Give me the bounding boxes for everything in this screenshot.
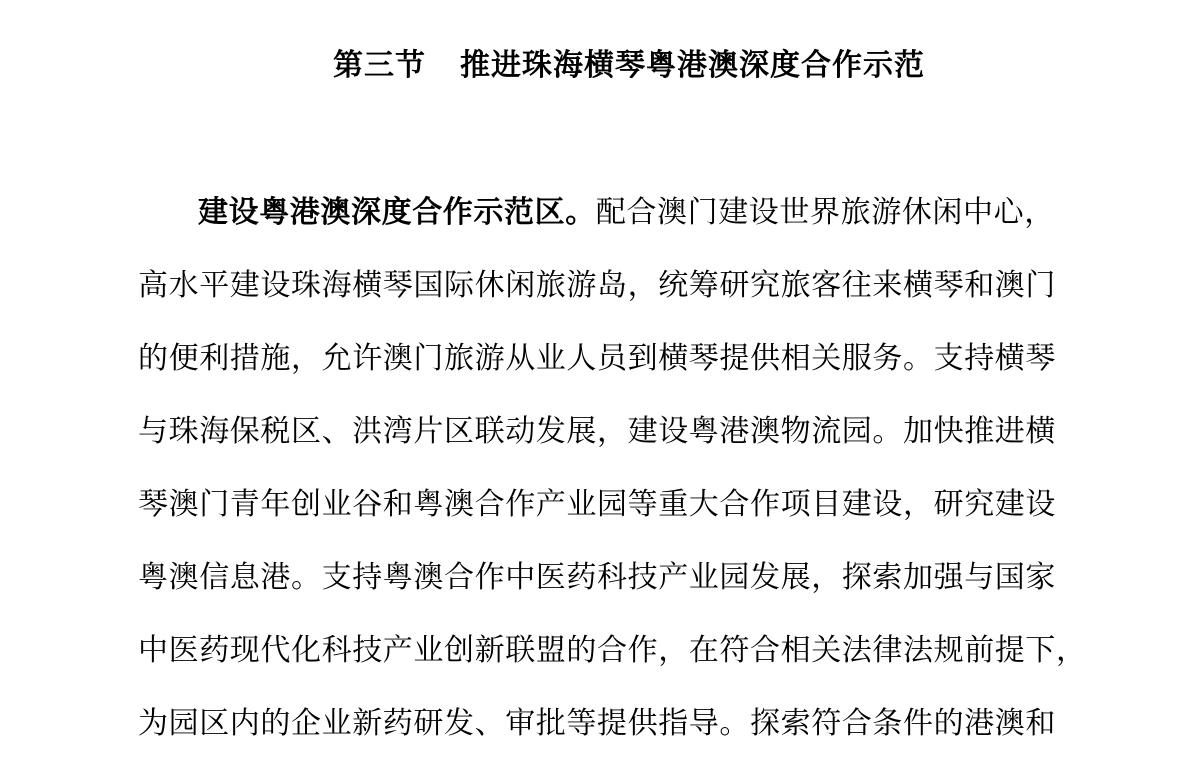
paragraph-line-text: 配合澳门建设世界旅游休闲中心， <box>595 195 1055 230</box>
paragraph-line: 的便利措施，允许澳门旅游从业人员到横琴提供相关服务。支持横琴 <box>138 341 1056 376</box>
paragraph-lead: 建设粤港澳深度合作示范区。 <box>198 195 596 230</box>
paragraph-line: 琴澳门青年创业谷和粤澳合作产业园等重大合作项目建设，研究建设 <box>138 487 1056 522</box>
paragraph-line: 中医药现代化科技产业创新联盟的合作，在符合相关法律法规前提下， <box>138 633 1087 668</box>
paragraph-line: 为园区内的企业新药研发、审批等提供指导。探索符合条件的港澳和 <box>138 706 1056 741</box>
section-number: 第三节 <box>333 48 426 83</box>
paragraph-line: 粤澳信息港。支持粤澳合作中医药科技产业园发展，探索加强与国家 <box>138 560 1056 595</box>
section-title: 推进珠海横琴粤港澳深度合作示范 <box>460 48 925 83</box>
paragraph-line <box>138 176 1098 249</box>
section-heading <box>0 38 1200 94</box>
body-paragraph <box>138 176 1098 760</box>
paragraph-line: 与珠海保税区、洪湾片区联动发展，建设粤港澳物流园。加快推进横 <box>138 414 1056 449</box>
paragraph-line: 高水平建设珠海横琴国际休闲旅游岛，统筹研究旅客往来横琴和澳门 <box>138 268 1056 303</box>
